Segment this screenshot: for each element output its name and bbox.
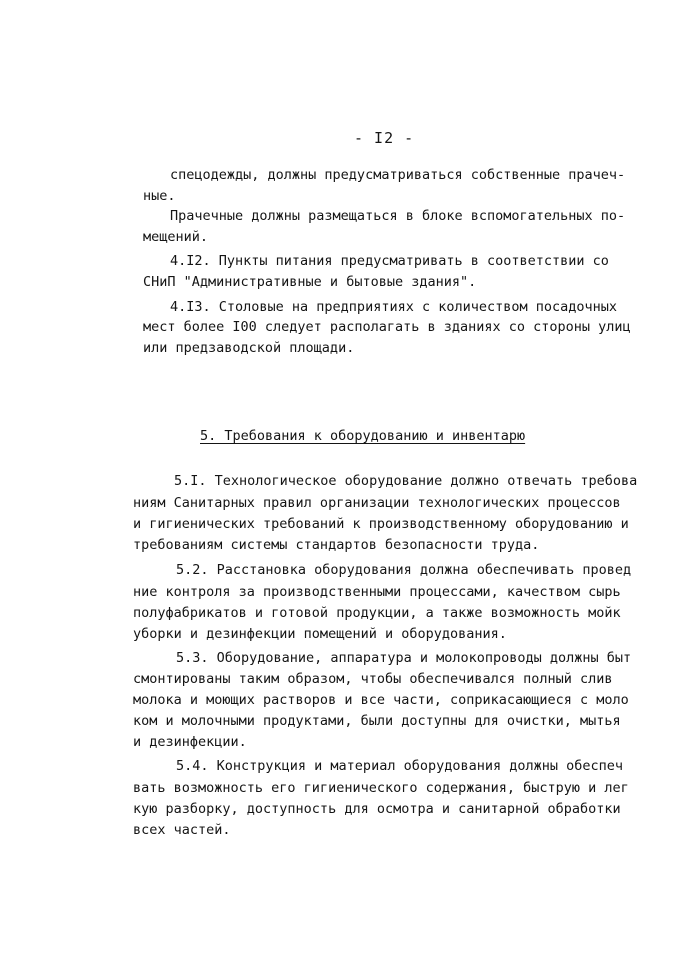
item-5-3-line: 5.3. Оборудование, аппаратура и молокопроводы должны быт <box>176 650 632 666</box>
item-5-1-line: 5.I. Технологическое оборудование должно отвечать требова <box>174 473 638 489</box>
item-5-3-line: смонтированы таким образом, чтобы обеспечивался полный слив <box>133 671 613 687</box>
item-4-13-line: или предзаводской площади. <box>143 340 355 356</box>
section-heading: 5. Требования к оборудованию и инвентарю <box>200 428 526 444</box>
paragraph-line: спецодежды, должны предусматриваться собственные прачеч- <box>170 167 626 183</box>
item-5-2-line: уборки и дезинфекции помещений и оборудования. <box>133 626 507 642</box>
item-5-2-line: 5.2. Расстановка оборудования должна обеспечивать провед <box>176 562 632 578</box>
item-5-3-line: и дезинфекции. <box>133 734 247 750</box>
item-4-13-line: мест более I00 следует располагать в зданиях со стороны улиц <box>143 319 631 335</box>
item-5-3-line: молока и моющих растворов и все части, соприкасающиеся с моло <box>133 692 629 708</box>
item-5-4-line: 5.4. Конструкция и материал оборудования должны обеспеч <box>176 758 624 774</box>
item-5-4-line: всех частей. <box>133 822 231 838</box>
item-5-2-line: полуфабрикатов и готовой продукции, а также возможность мойк <box>133 605 621 621</box>
item-5-4-line: вать возможность его гигиенического содержания, быструю и лег <box>133 780 629 796</box>
paragraph-line: мещений. <box>143 229 209 245</box>
paragraph-line: ные. <box>143 188 176 204</box>
page-number: - I2 - <box>354 129 415 147</box>
item-5-3-line: ком и молочными продуктами, были доступны для очистки, мытья <box>133 713 621 729</box>
item-4-13-line: 4.I3. Столовые на предприятиях с количеством посадочных <box>170 299 618 315</box>
paragraph-line: Прачечные должны размещаться в блоке вспомогательных по- <box>170 208 626 224</box>
item-5-2-line: ние контроля за производственными процессами, качеством сырь <box>133 584 621 600</box>
item-5-1-line: и гигиенических требований к производственному оборудованию и <box>133 516 629 532</box>
item-4-12-line: 4.I2. Пункты питания предусматривать в соответствии со <box>170 253 609 269</box>
item-4-12-line: СНиП "Административные и бытовые здания". <box>143 274 477 290</box>
item-5-4-line: кую разборку, доступность для осмотра и санитарной обработки <box>133 801 621 817</box>
item-5-1-line: требованиям системы стандартов безопасности труда. <box>133 537 540 553</box>
item-5-1-line: ниям Санитарных правил организации технологических процессов <box>133 495 621 511</box>
